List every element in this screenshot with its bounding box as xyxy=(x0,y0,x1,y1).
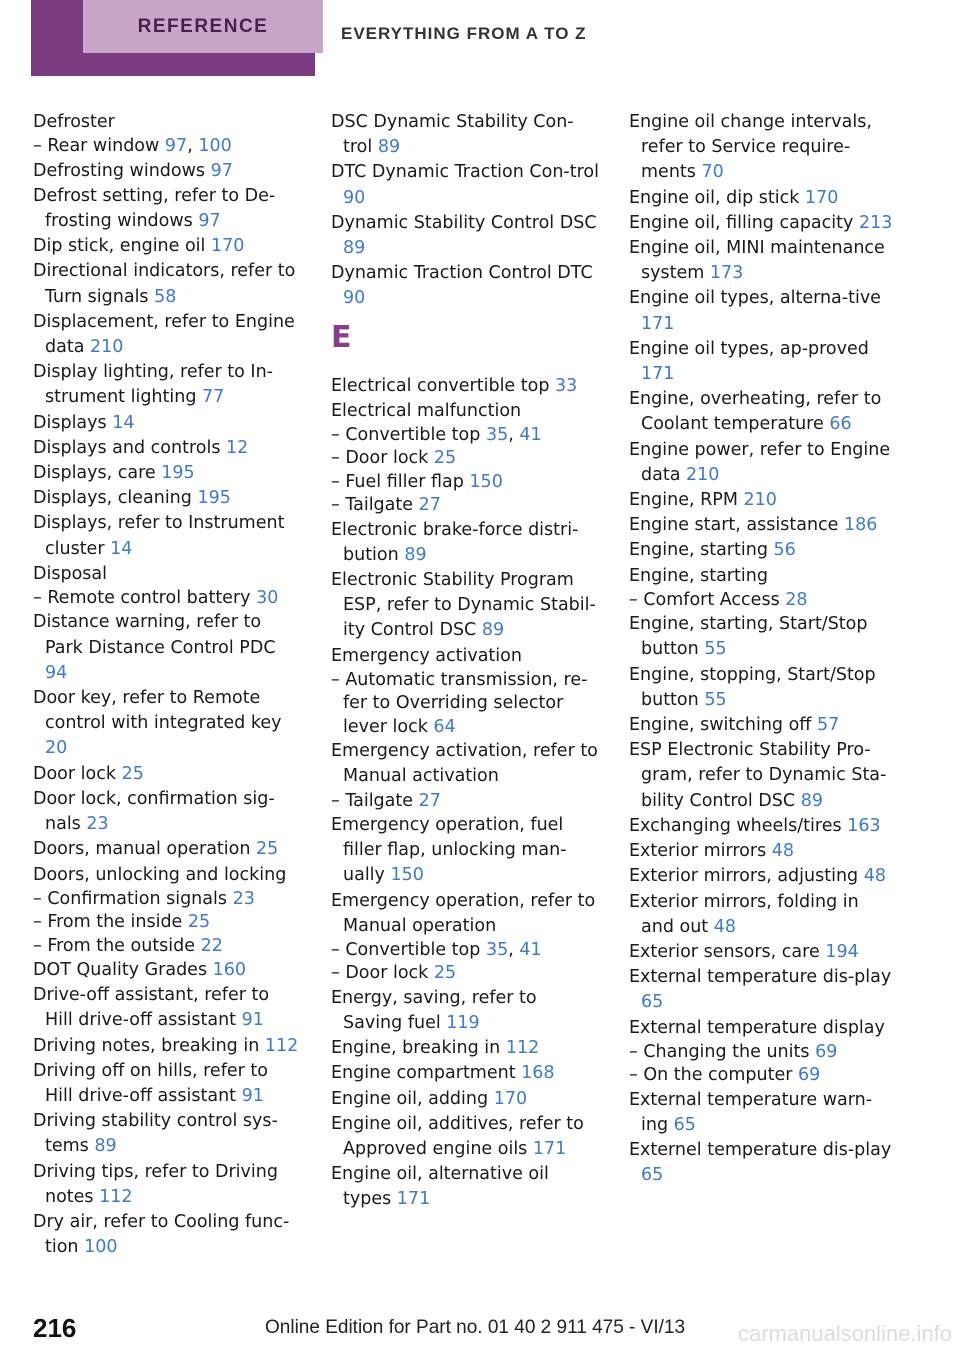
entry-text: Engine oil, MINI maintenance system xyxy=(629,238,885,284)
entry-text: Exterior mirrors, adjusting xyxy=(629,866,859,887)
index-subentry xyxy=(33,911,301,934)
index-entry xyxy=(629,286,897,336)
index-entry xyxy=(629,564,897,589)
watermark: carmanualsonline.info xyxy=(737,1321,952,1346)
page-link[interactable]: 213 xyxy=(858,212,893,233)
index-entry xyxy=(33,562,301,587)
index-entry xyxy=(331,211,599,261)
page-link[interactable]: 48 xyxy=(863,866,886,887)
page-link[interactable]: 91 xyxy=(241,1085,264,1106)
index-entry xyxy=(331,568,599,644)
index-entry xyxy=(33,958,301,983)
entry-text: – Automatic transmission, re-fer to Overriding selector lever lock xyxy=(331,669,588,737)
entry-text: Dip stick, engine oil xyxy=(33,236,206,257)
entry-text: Engine, starting xyxy=(629,540,768,561)
entry-text: Displays, refer to Instrument cluster xyxy=(33,513,285,559)
page-link[interactable]: 210 xyxy=(743,490,777,511)
page-link[interactable]: 48 xyxy=(771,841,795,862)
index-entry xyxy=(629,663,897,713)
entry-text: Engine oil, filling capacity xyxy=(629,212,854,233)
page-link[interactable]: 97 xyxy=(164,136,188,157)
page-link[interactable]: 170 xyxy=(804,187,839,208)
entry-text: Displacement, refer to Engine data xyxy=(33,311,295,358)
index-entry xyxy=(331,889,599,939)
index-entry xyxy=(629,211,897,236)
index-column-2 xyxy=(331,110,599,1213)
page-link[interactable]: 171 xyxy=(532,1138,567,1159)
index-entry xyxy=(33,310,301,360)
page-link[interactable]: 170 xyxy=(211,236,245,257)
index-subentry xyxy=(629,1041,897,1064)
index-subentry xyxy=(331,494,599,517)
entry-text: Door lock, confirmation sig-nals xyxy=(33,788,275,835)
index-entry xyxy=(629,438,897,488)
entry-text: Engine, breaking in xyxy=(331,1038,501,1059)
index-column-3 xyxy=(629,110,897,1188)
page-link[interactable]: 35 xyxy=(485,425,509,446)
entry-text: Engine compartment xyxy=(331,1063,516,1084)
page-link[interactable]: 14 xyxy=(112,412,135,433)
entry-text: – Door lock xyxy=(331,448,429,469)
page-link[interactable]: 25 xyxy=(187,912,211,933)
entry-text: – Rear window xyxy=(33,136,160,157)
index-entry xyxy=(629,1088,897,1138)
page-link[interactable]: 57 xyxy=(816,715,840,736)
entry-text: Engine oil types, alterna-tive xyxy=(629,288,881,309)
page-link[interactable]: 163 xyxy=(847,815,881,836)
page-link[interactable]: 89 xyxy=(377,137,401,158)
entry-text: Distance warning, refer to Park Distance Control PDC xyxy=(33,612,276,658)
entry-text: Engine, switching off xyxy=(629,715,812,736)
entry-text: Electronic brake-force distri-bution xyxy=(331,519,579,565)
index-entry xyxy=(33,863,301,888)
page-link[interactable]: 12 xyxy=(226,437,249,458)
index-entry xyxy=(33,436,301,461)
index-entry xyxy=(629,738,897,814)
index-entry xyxy=(629,839,897,864)
page-link[interactable]: 195 xyxy=(197,488,231,509)
entry-text: Exchanging wheels/tires xyxy=(629,815,842,836)
entry-text: External temperature dis-play xyxy=(629,967,892,988)
page-link[interactable]: 89 xyxy=(800,790,823,811)
index-entry xyxy=(33,234,301,259)
entry-text: Engine oil, adding xyxy=(331,1088,489,1109)
index-subentry xyxy=(331,447,599,470)
entry-text: Displays, care xyxy=(33,463,156,484)
index-subentry xyxy=(33,587,301,610)
page-link[interactable]: 41 xyxy=(519,939,542,960)
entry-text: Directional indicators, refer to Turn signals xyxy=(33,261,296,307)
index-entry xyxy=(33,511,301,561)
page-link[interactable]: 100 xyxy=(84,1237,118,1258)
page-link[interactable]: 97 xyxy=(210,160,233,181)
index-subentry: – Rear window 97, 100 xyxy=(33,136,232,157)
page-link[interactable]: 48 xyxy=(713,916,737,937)
index-letter-heading: E xyxy=(331,319,352,355)
page-link[interactable]: 27 xyxy=(418,790,441,811)
index-entry xyxy=(33,184,301,234)
page-link[interactable]: 168 xyxy=(521,1063,555,1084)
entry-text: – From the inside xyxy=(33,912,183,933)
entry-text: DSC Dynamic Stability Con-trol xyxy=(331,112,574,158)
entry-text: DOT Quality Grades xyxy=(33,959,208,980)
index-entry xyxy=(33,1109,301,1159)
index-entry xyxy=(629,236,897,286)
index-subentry xyxy=(331,790,599,813)
page-link[interactable]: 41 xyxy=(519,425,542,446)
entry-text: Door lock xyxy=(33,763,116,784)
index-entry xyxy=(331,374,599,399)
section-title: EVERYTHING FROM A TO Z xyxy=(341,24,587,43)
page-link[interactable]: 186 xyxy=(844,515,878,536)
page-link[interactable]: 55 xyxy=(704,639,727,660)
entry-text: Engine, RPM xyxy=(629,490,738,511)
entry-text: Driving tips, refer to Driving notes xyxy=(33,1161,278,1207)
edition-footer: Online Edition for Part no. 01 40 2 911 475 - VI/13 xyxy=(265,1317,686,1338)
entry-text: Electrical convertible top xyxy=(331,375,550,396)
index-entry xyxy=(33,686,301,762)
index-column-1 xyxy=(33,110,301,1260)
entry-text: Engine oil, additives, refer to Approved engine oils xyxy=(331,1113,584,1159)
entry-text: Electrical malfunction xyxy=(331,400,522,421)
index-entry xyxy=(331,1036,599,1061)
page-link[interactable]: 25 xyxy=(256,839,279,860)
page-link[interactable]: 89 xyxy=(404,544,427,565)
index-entry xyxy=(629,1138,897,1188)
index-entry xyxy=(331,739,599,789)
index-subentry xyxy=(331,471,599,494)
page-link[interactable]: 100 xyxy=(198,136,232,157)
entry-text: – Confirmation signals xyxy=(33,888,227,909)
index-entry xyxy=(331,160,599,210)
page-link[interactable]: 90 xyxy=(343,187,366,208)
index-entry xyxy=(629,337,897,387)
entry-text: Doors, unlocking and locking xyxy=(33,864,287,885)
index-subentry: – Convertible top 35, 41 xyxy=(331,939,542,960)
index-entry xyxy=(331,986,599,1036)
entry-text: External temperature warn-ing xyxy=(629,1089,873,1135)
entry-text: Energy, saving, refer to Saving fuel xyxy=(331,987,537,1033)
section-tab xyxy=(31,0,315,76)
page-link[interactable]: 194 xyxy=(825,941,859,962)
entry-text: Displays xyxy=(33,412,107,433)
index-entry xyxy=(33,486,301,511)
entry-text: Engine oil, dip stick xyxy=(629,187,800,208)
index-entry xyxy=(33,411,301,436)
entry-text: Emergency activation xyxy=(331,645,522,666)
index-entry xyxy=(629,186,897,211)
index-entry xyxy=(629,513,897,538)
entry-text: DTC Dynamic Traction Con-trol xyxy=(331,162,599,183)
index-entry xyxy=(33,1034,301,1059)
entry-text: Electronic Stability Program ESP, refer to Dynamic Stabil-ity Control DSC xyxy=(331,570,596,641)
page-link[interactable]: 210 xyxy=(90,337,124,358)
entry-text: Exterior mirrors xyxy=(629,841,767,862)
entry-text: Exterior mirrors, folding in and out xyxy=(629,891,859,937)
page-link[interactable]: 58 xyxy=(154,286,177,307)
entry-text: Dynamic Traction Control DTC xyxy=(331,263,593,284)
entry-text: Engine, starting xyxy=(629,565,768,586)
entry-text: Drive-off assistant, refer to Hill drive-off assistant xyxy=(33,985,270,1031)
entry-text: Dry air, refer to Cooling func-tion xyxy=(33,1211,290,1258)
index-entry xyxy=(33,360,301,410)
index-entry xyxy=(629,890,897,940)
index-subentry xyxy=(331,669,599,739)
page-link[interactable]: 23 xyxy=(232,888,255,909)
page-link[interactable]: 66 xyxy=(829,414,852,435)
page-link[interactable]: 89 xyxy=(481,620,505,641)
page-link[interactable]: 35 xyxy=(485,939,509,960)
page-link[interactable]: 65 xyxy=(673,1114,696,1135)
entry-text: Defrost setting, refer to De-frosting windows xyxy=(33,185,276,232)
entry-text: Engine oil change intervals, refer to Service require-ments xyxy=(629,112,872,183)
entry-text: Emergency operation, fuel filler flap, unlocking man-ually xyxy=(331,814,567,886)
page-link[interactable]: 90 xyxy=(343,288,366,309)
page-link[interactable]: 25 xyxy=(433,963,457,984)
page-link[interactable]: 97 xyxy=(198,211,221,232)
index-entry xyxy=(331,1162,599,1212)
page-link[interactable]: 77 xyxy=(202,387,225,408)
index-subentry xyxy=(629,1064,897,1087)
index-entry xyxy=(629,1016,897,1041)
page-link[interactable]: 170 xyxy=(493,1088,528,1109)
entry-text: – Door lock xyxy=(331,963,429,984)
entry-text: – Tailgate xyxy=(331,495,414,516)
index-entry xyxy=(33,610,301,686)
page-link[interactable]: 23 xyxy=(86,814,109,835)
page-link[interactable]: 22 xyxy=(200,935,223,956)
entry-text: Displays and controls xyxy=(33,437,221,458)
entry-text: Engine oil types, ap-proved xyxy=(629,338,869,359)
index-entry xyxy=(33,762,301,787)
page-link[interactable]: 112 xyxy=(99,1186,133,1207)
index-entry xyxy=(33,1210,301,1260)
page-link[interactable]: 171 xyxy=(641,313,675,334)
page-link[interactable]: 89 xyxy=(343,238,366,259)
index-entry xyxy=(33,837,301,862)
page-link[interactable]: 55 xyxy=(704,689,727,710)
page-link[interactable]: 150 xyxy=(469,471,503,492)
page-link[interactable]: 173 xyxy=(709,263,744,284)
page-link[interactable]: 119 xyxy=(446,1012,480,1033)
entry-text: Defroster xyxy=(33,112,115,132)
index-entry xyxy=(629,864,897,889)
page-link[interactable]: 171 xyxy=(396,1189,431,1210)
page-link[interactable]: 27 xyxy=(418,495,441,516)
entry-text: Emergency activation, refer to Manual activation xyxy=(331,741,598,787)
index-entry xyxy=(33,110,301,135)
entry-text: ESP Electronic Stability Pro-gram, refer to Dynamic Sta-bility Control DSC xyxy=(629,740,887,811)
index-entry xyxy=(331,518,599,568)
index-entry xyxy=(33,159,301,184)
index-subentry xyxy=(33,888,301,911)
page-link[interactable]: 69 xyxy=(798,1065,821,1086)
index-entry xyxy=(629,940,897,965)
entry-text: Driving notes, breaking in xyxy=(33,1035,260,1056)
entry-text: Engine start, assistance xyxy=(629,515,839,536)
entry-text: Engine, overheating, refer to Coolant temperature xyxy=(629,389,882,435)
index-entry xyxy=(33,1160,301,1210)
page-link[interactable]: 25 xyxy=(121,763,144,784)
entry-text: Doors, manual operation xyxy=(33,839,251,860)
entry-text: Disposal xyxy=(33,563,107,584)
entry-text: Displays, cleaning xyxy=(33,488,192,509)
page-link[interactable]: 20 xyxy=(45,738,68,759)
entry-text: Emergency operation, refer to Manual operation xyxy=(331,890,596,936)
index-subentry xyxy=(331,962,599,985)
page-link[interactable]: 69 xyxy=(815,1041,838,1062)
entry-text: Engine power, refer to Engine data xyxy=(629,439,891,485)
index-entry xyxy=(331,1112,599,1162)
index-entry xyxy=(629,965,897,1015)
index-entry xyxy=(629,612,897,662)
entry-text: – Comfort Access xyxy=(629,589,780,610)
index-entry xyxy=(331,644,599,669)
index-entry xyxy=(629,110,897,186)
entry-text: Externel temperature dis-play xyxy=(629,1139,892,1160)
page-link[interactable]: 64 xyxy=(433,716,456,737)
index-entry xyxy=(629,814,897,839)
index-entry xyxy=(33,1059,301,1109)
page-link[interactable]: 65 xyxy=(641,992,664,1013)
entry-text: Driving stability control sys-tems xyxy=(33,1111,278,1157)
entry-text: – Fuel filler flap xyxy=(331,471,464,492)
page-link[interactable]: 195 xyxy=(161,463,195,484)
page-link[interactable]: 171 xyxy=(641,364,675,385)
page-link[interactable]: 25 xyxy=(433,448,457,469)
page-link[interactable]: 14 xyxy=(110,538,133,559)
page-link[interactable]: 28 xyxy=(785,589,808,610)
entry-text: Door key, refer to Remote control with integrated key xyxy=(33,688,282,734)
page-link[interactable]: 150 xyxy=(390,865,424,886)
entry-text: Dynamic Stability Control DSC xyxy=(331,212,597,233)
index-entry xyxy=(33,259,301,309)
index-entry xyxy=(331,110,599,160)
entry-text: – Tailgate xyxy=(331,790,414,811)
entry-text: Engine oil, alternative oil types xyxy=(331,1164,549,1210)
entry-text: – On the computer xyxy=(629,1065,793,1086)
page-link[interactable]: 70 xyxy=(701,162,724,183)
index-subentry xyxy=(629,589,897,612)
entry-text: Engine, starting, Start/Stop button xyxy=(629,614,868,660)
page-link[interactable]: 30 xyxy=(256,588,279,609)
page-link[interactable]: 160 xyxy=(212,959,247,980)
index-entry xyxy=(629,538,897,563)
index-subentry xyxy=(33,935,301,958)
page-link[interactable]: 65 xyxy=(641,1165,664,1186)
entry-text: – Changing the units xyxy=(629,1041,810,1062)
entry-text: Driving off on hills, refer to Hill drive-off assistant xyxy=(33,1060,268,1106)
entry-text: – Remote control battery xyxy=(33,588,251,609)
page-link[interactable]: 112 xyxy=(264,1035,299,1056)
entry-text: – From the outside xyxy=(33,935,196,956)
page-link[interactable]: 94 xyxy=(45,662,68,683)
page-link[interactable]: 89 xyxy=(94,1136,117,1157)
index-entry xyxy=(629,488,897,513)
entry-text: – Convertible top xyxy=(331,939,481,960)
page-number: 216 xyxy=(33,1313,77,1343)
index-entry xyxy=(331,813,599,889)
index-entry xyxy=(331,1087,599,1112)
page-link[interactable]: 210 xyxy=(686,464,720,485)
index-entry xyxy=(33,787,301,837)
entry-text: Exterior sensors, care xyxy=(629,941,820,962)
page-link[interactable]: 56 xyxy=(773,540,796,561)
index-entry xyxy=(331,261,599,311)
index-entry xyxy=(33,461,301,486)
page-link[interactable]: 33 xyxy=(555,375,578,396)
section-tab-label: REFERENCE xyxy=(83,0,323,53)
index-entry xyxy=(629,387,897,437)
index-entry xyxy=(33,983,301,1033)
index-subentry: – Convertible top 35, 41 xyxy=(331,425,542,446)
entry-text: Defrosting windows xyxy=(33,160,206,181)
page-link[interactable]: 112 xyxy=(505,1038,540,1059)
index-entry xyxy=(331,399,599,424)
index-entry xyxy=(629,713,897,738)
index-entry xyxy=(331,1061,599,1086)
entry-text: – Convertible top xyxy=(331,425,481,446)
entry-text: Engine, stopping, Start/Stop button xyxy=(629,664,876,710)
entry-text: Display lighting, refer to In-strument lighting xyxy=(33,362,274,408)
page-link[interactable]: 91 xyxy=(241,1010,264,1031)
entry-text: External temperature display xyxy=(629,1017,885,1038)
